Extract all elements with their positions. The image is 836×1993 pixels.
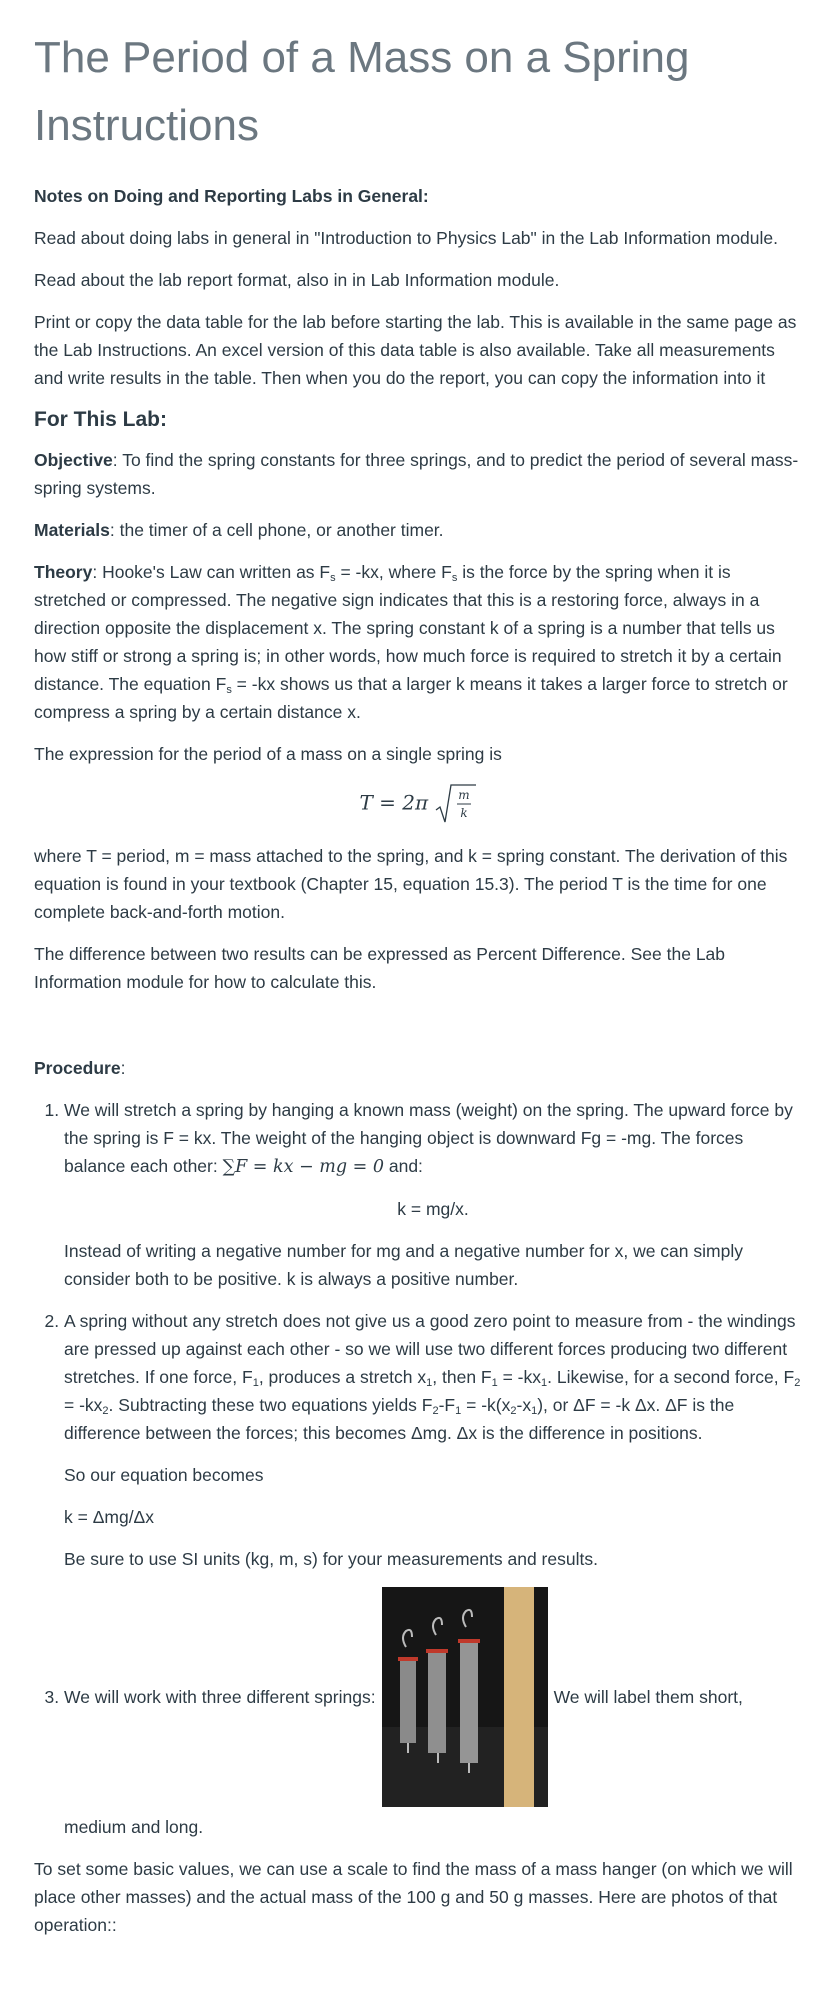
step2-text: -F <box>438 1395 456 1415</box>
theory-text-a: : Hooke's Law can written as F <box>92 562 331 582</box>
subscript: 1 <box>491 1377 498 1389</box>
subscript: 1 <box>541 1377 548 1389</box>
final-paragraph: To set some basic values, we can use a scale to find the mass of a mass hanger (on which we will place other masses) and the actual mass of the 100 g and 50 g masses. Here are photos of that operation:: <box>34 1859 793 1935</box>
spring-long <box>460 1643 478 1763</box>
objective-text: : To find the spring constants for three springs, and to predict the period of several mass-spring systems. <box>34 450 799 498</box>
step2-text: A spring without any stretch does not give us a good zero point to measure from - the windings are pressed up against each other - so we will use two different forces producing two different stretches. If one force, F <box>64 1311 796 1387</box>
notes-heading: Notes on Doing and Reporting Labs in General: <box>34 186 429 206</box>
lab-heading: For This Lab: <box>34 408 167 431</box>
step2-text: = -kx <box>497 1367 542 1387</box>
step1-and: and: <box>384 1156 423 1176</box>
springs-illustration <box>382 1587 548 1807</box>
step3-text-a: 3. We will work with three different springs: <box>64 1687 376 1707</box>
theory-text-c: is the force by the spring when it is stretched or compressed. The negative sign indicates that this is a restoring force, always in a direction opposite the displacement x. The spring constant k of a spring is a number that tells us how stiff or strong a spring is; in other words, how much force is required to stretch it by a certain distance. The equation F <box>34 562 782 694</box>
step1-result: k = mg/x. <box>397 1199 469 1219</box>
theory-label: Theory <box>34 562 93 582</box>
theory-text-d: = -kx shows us that a larger k means it takes a larger force to stretch or compress a spring by a certain distance x. <box>34 674 788 722</box>
subscript-s: s <box>226 684 232 696</box>
step1-equation: ∑F = kx − mg = 0 <box>222 1157 384 1177</box>
sqrt-fraction <box>435 782 477 826</box>
theory-paragraph <box>34 558 802 726</box>
ruler <box>504 1587 534 1807</box>
formula-denominator: k <box>459 806 468 820</box>
step2-text: , produces a stretch x <box>258 1367 427 1387</box>
step2-text: , then F <box>432 1367 492 1387</box>
step1-text: We will stretch a spring by hanging a known mass (weight) on the spring. The upward force by the spring is F = kx. The weight of the hanging object is downward Fg = -mg. The forces balance each other: <box>64 1100 793 1176</box>
spring-medium <box>428 1653 446 1753</box>
materials-text: : the timer of a cell phone, or another timer. <box>109 520 444 540</box>
notes-paragraph-3: Print or copy the data table for the lab before starting the lab. This is available in the same page as the Lab Instructions. An excel version of this data table is also available. Take all measurements and write results in the table. Then when you do the report, you can copy the information into it <box>34 312 797 388</box>
title-line-2: Instructions <box>34 101 259 150</box>
step2-text: = -k(x <box>461 1395 511 1415</box>
subscript: 2 <box>432 1405 439 1417</box>
period-formula <box>34 782 802 826</box>
formula-lhs: T = 2π <box>359 790 429 815</box>
materials-paragraph <box>34 516 802 544</box>
spring-cap <box>398 1657 418 1661</box>
procedure-step-1 <box>64 1096 802 1293</box>
step3-row <box>64 1587 802 1807</box>
subscript: 2 <box>794 1377 801 1389</box>
step3-text-b: We will label them short, <box>553 1687 743 1707</box>
spring-cap <box>458 1639 480 1643</box>
step2-text: . Likewise, for a second force, F <box>547 1367 795 1387</box>
procedure-step-2 <box>64 1307 802 1573</box>
step2-units: Be sure to use SI units (kg, m, s) for your measurements and results. <box>64 1549 598 1569</box>
procedure-heading <box>34 1054 802 1082</box>
step1-note: Instead of writing a negative number for mg and a negative number for x, we can simply consider both to be positive. k is always a positive number. <box>64 1241 743 1289</box>
theory-text-b: = -kx, where F <box>335 562 452 582</box>
step2-paragraph <box>64 1307 802 1447</box>
title-line-1: The Period of a Mass on a Spring <box>34 33 690 82</box>
page-title <box>34 24 802 160</box>
procedure-colon: : <box>120 1058 126 1078</box>
step2-text: . Subtracting these two equations yields F <box>108 1395 433 1415</box>
materials-label: Materials <box>34 520 110 540</box>
subscript-s: s <box>451 572 458 584</box>
step2-text: ), or ΔF = -k Δx. ΔF is the difference between the forces; this becomes Δmg. Δx is the difference in positions. <box>64 1395 735 1443</box>
step2-so: So our equation becomes <box>64 1465 264 1485</box>
procedure-step-3 <box>64 1587 802 1841</box>
notes-paragraph-2: Read about the lab report format, also in in Lab Information module. <box>34 270 560 290</box>
period-intro: The expression for the period of a mass on a single spring is <box>34 744 502 764</box>
objective-paragraph <box>34 446 802 502</box>
difference-paragraph: The difference between two results can be expressed as Percent Difference. See the Lab Information module for how to calculate this. <box>34 944 726 992</box>
step2-text: = -kx <box>64 1395 103 1415</box>
step2-text: -x <box>516 1395 532 1415</box>
subscript: 1 <box>455 1405 462 1417</box>
subscript: 1 <box>426 1377 433 1389</box>
spring-cap <box>426 1649 448 1653</box>
subscript: 2 <box>102 1405 109 1417</box>
subscript: 1 <box>252 1377 259 1389</box>
formula-numerator: m <box>457 788 470 802</box>
step1-paragraph <box>64 1096 802 1181</box>
step3-text-c: medium and long. <box>64 1817 204 1837</box>
procedure-label: Procedure <box>34 1058 121 1078</box>
where-paragraph: where T = period, m = mass attached to the spring, and k = spring constant. The derivation of this equation is found in your textbook (Chapter 15, equation 15.3). The period T is the time for one complete back-and-forth motion. <box>34 846 788 922</box>
step2-equation: k = Δmg/Δx <box>64 1507 154 1527</box>
procedure-list <box>34 1096 802 1841</box>
subscript-s: s <box>330 572 336 584</box>
subscript: 1 <box>531 1405 538 1417</box>
subscript: 2 <box>510 1405 517 1417</box>
springs-photo <box>382 1587 548 1807</box>
notes-paragraph-1: Read about doing labs in general in "Introduction to Physics Lab" in the Lab Information module. <box>34 228 779 248</box>
spring-short <box>400 1661 416 1743</box>
objective-label: Objective <box>34 450 113 470</box>
